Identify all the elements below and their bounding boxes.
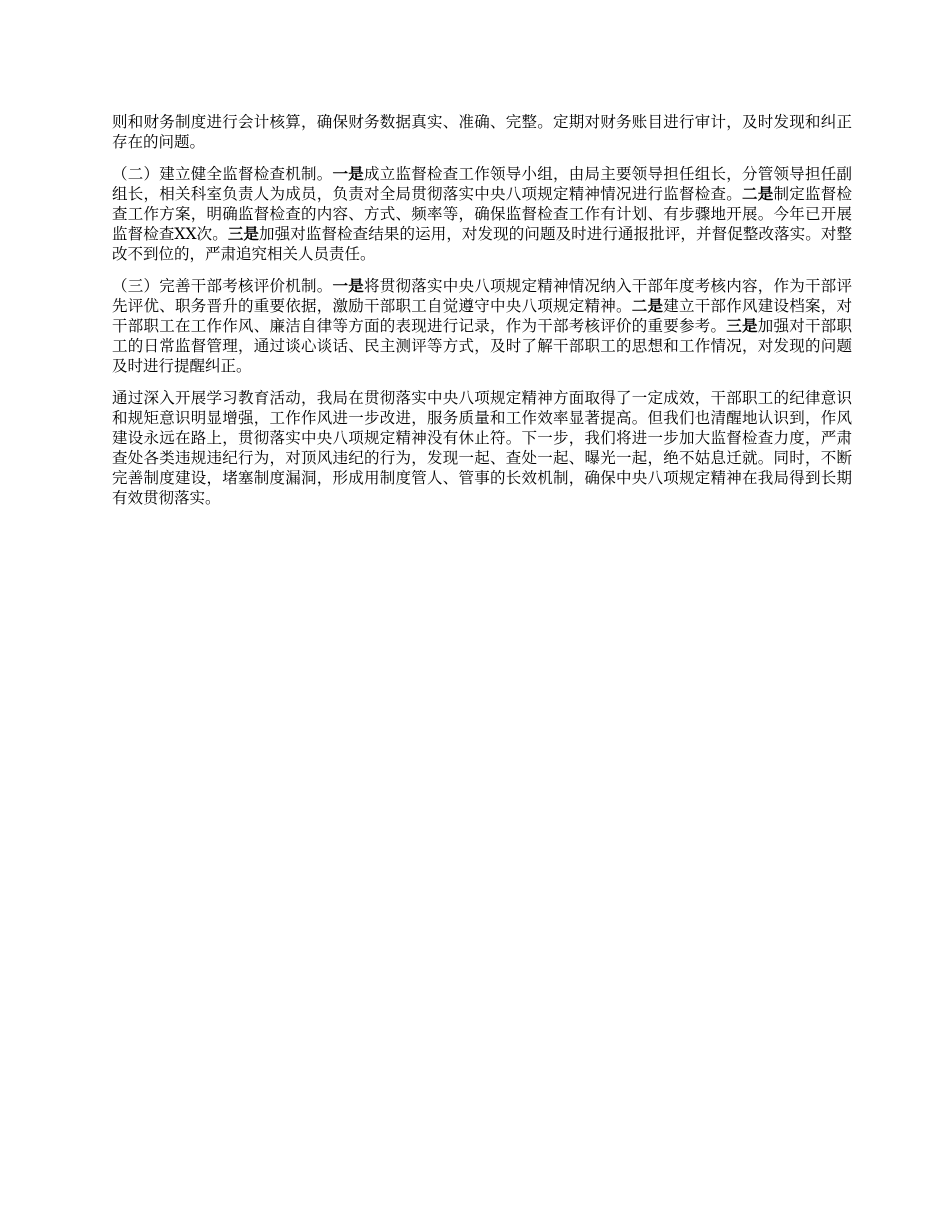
text-segment: 成立监督检查工作领导小组，由局主要领导担任组长，分管领导担任副组长，相关科室负责人为成员，负责对全局贯彻落实中央八项规定精神情况进行监督检查。 [112, 165, 852, 203]
point-marker-second: 二是 [741, 184, 774, 203]
point-marker-third: 三是 [726, 316, 758, 335]
paragraph-cadre-evaluation [112, 276, 852, 376]
document-body [112, 112, 852, 520]
paragraph-supervision-mechanism [112, 164, 852, 264]
section-heading-text: （三）完善干部考核评价机制。 [112, 277, 333, 295]
point-marker-first: 一是 [332, 276, 364, 295]
text-segment: 加强对干部职工的日常监督管理，通过谈心谈话、民主测评等方式，及时了解干部职工的思想和工作情况，对发现的问题及时进行提醒纠正。 [112, 317, 852, 375]
point-marker-first: 一是 [332, 164, 364, 183]
text-segment: 则和财务制度进行会计核算，确保财务数据真实、准确、完整。定期对财务账目进行审计，及时发现和纠正存在的问题。 [112, 113, 852, 151]
text-segment: 将贯彻落实中央八项规定精神情况纳入干部年度考核内容，作为干部评先评优、职务晋升的重要依据，激励干部职工自觉遵守中央八项规定精神。 [112, 277, 852, 315]
paragraph-finance-audit [112, 112, 852, 152]
text-segment: 加强对监督检查结果的运用，对发现的问题及时进行通报批评，并督促整改落实。对整改不到位的，严肃追究相关人员责任。 [112, 225, 852, 263]
point-marker-second: 二是 [631, 296, 664, 315]
text-segment: 制定监督检查工作方案，明确监督检查的内容、方式、频率等，确保监督检查工作有计划、有步骤地开展。今年已开展监督检查XX次。 [112, 185, 852, 243]
text-segment: 通过深入开展学习教育活动，我局在贯彻落实中央八项规定精神方面取得了一定成效，干部职工的纪律意识和规矩意识明显增强，工作作风进一步改进，服务质量和工作效率显著提高。但我们也清醒地认识到，作风建设永远在路上，贯彻落实中央八项规定精神没有休止符。下一步，我们将进一步加大监督检查力度，严肃查处各类违规违纪行为，对顶风违纪的行为，发现一起、查处一起、曝光一起，绝不姑息迁就。同时，不断完善制度建设，堵塞制度漏洞，形成用制度管人、管事的长效机制，确保中央八项规定精神在我局得到长期有效贯彻落实。 [112, 389, 852, 507]
section-heading-text: （二）建立健全监督检查机制。 [112, 165, 333, 183]
point-marker-third: 三是 [227, 224, 260, 243]
text-segment: 建立干部作风建设档案，对干部职工在工作作风、廉洁自律等方面的表现进行记录，作为干部考核评价的重要参考。 [112, 297, 852, 335]
paragraph-conclusion [112, 388, 852, 508]
